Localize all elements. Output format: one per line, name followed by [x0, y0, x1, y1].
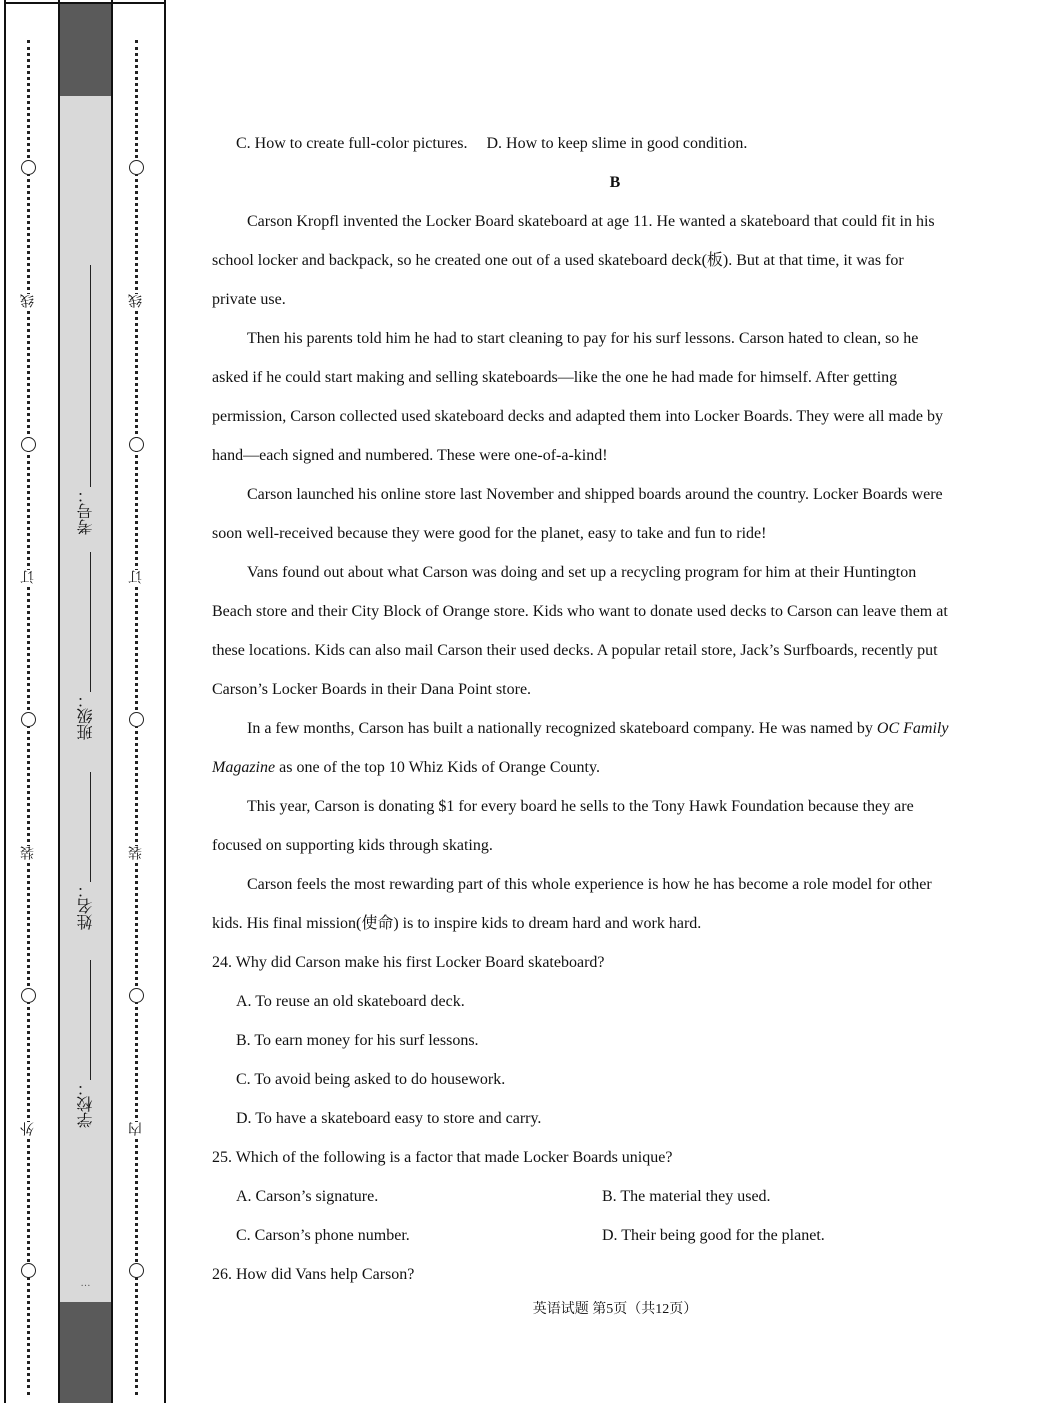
passage-line: Beach store and their City Block of Orange store. Kids who want to donate used decks to Carson can leave them at: [212, 603, 948, 620]
dark-block-bottom: [60, 1302, 111, 1403]
binding-char: 外: [20, 1122, 40, 1136]
passage-line: Then his parents told him he had to start cleaning to pay for his surf lessons. Carson hated to clean, so he: [247, 330, 919, 347]
passage-line: Carson feels the most rewarding part of this whole experience is how he has become a role model for other: [247, 876, 932, 893]
inner-cut-line: [128, 0, 148, 1403]
passage-line: Vans found out about what Carson was doing and set up a recycling program for him at their Huntington: [247, 564, 917, 581]
binding-margin: [0, 0, 170, 1403]
passage-line: Carson’s Locker Boards in their Dana Point store.: [212, 681, 532, 698]
binding-char: 装: [128, 846, 148, 860]
fill-line[interactable]: [90, 265, 91, 487]
option-d[interactable]: D. How to keep slime in good condition.: [486, 135, 748, 152]
field-label: 姓名：: [76, 882, 95, 930]
option-c[interactable]: C. How to create full-color pictures.: [236, 135, 468, 152]
answer-option-c[interactable]: C. To avoid being asked to do housework.: [236, 1071, 506, 1088]
text-span: In a few months, Carson has built a nationally recognized skateboard company. He was named by: [247, 720, 877, 737]
circle-mark: [129, 988, 144, 1003]
binding-char: 线: [20, 294, 40, 308]
magazine-title: OC Family: [876, 720, 949, 737]
circle-mark: [21, 1263, 36, 1278]
answer-option-c[interactable]: C. Carson’s phone number.: [236, 1227, 410, 1244]
passage-line: hand—each signed and numbered. These were one-of-a-kind!: [212, 447, 608, 464]
passage-line: [212, 709, 948, 748]
field-label: 学校：: [76, 1080, 95, 1128]
circle-mark: [129, 712, 144, 727]
passage-line: asked if he could start making and selling skateboards—like the one he had made for himself. After getting: [212, 369, 898, 386]
circle-mark: [129, 160, 144, 175]
answer-option-b[interactable]: B. To earn money for his surf lessons.: [236, 1032, 479, 1049]
passage-line: focused on supporting kids through skating.: [212, 837, 493, 854]
passage-line: private use.: [212, 291, 286, 308]
school-field[interactable]: [60, 960, 111, 1128]
passage-line: school locker and backpack, so he created one out of a used skateboard deck(板). But at that time, it was for: [212, 252, 904, 269]
option-row: [212, 1216, 825, 1255]
option-row: [212, 1177, 771, 1216]
passage-line: permission, Carson collected used skateboard decks and adapted them into Locker Boards. They were all made by: [212, 408, 944, 425]
outer-cut-line: [20, 0, 40, 1403]
exam-number-field[interactable]: [60, 265, 111, 535]
answer-option-a[interactable]: A. To reuse an old skateboard deck.: [236, 993, 465, 1010]
dark-block-top: [60, 4, 111, 96]
passage-line: Carson launched his online store last November and shipped boards around the country. Locker Boards were: [247, 486, 943, 503]
passage-line: Carson Kropfl invented the Locker Board skateboard at age 11. He wanted a skateboard that could fit in his: [247, 213, 935, 230]
section-heading: B: [609, 174, 621, 191]
name-field[interactable]: [60, 772, 111, 930]
answer-option-a[interactable]: A. Carson’s signature.: [236, 1188, 379, 1205]
magazine-title: Magazine: [212, 759, 276, 776]
passage-line: This year, Carson is donating $1 for every board he sells to the Tony Hawk Foundation because they are: [247, 798, 914, 815]
answer-option-d[interactable]: D. Their being good for the planet.: [602, 1227, 825, 1244]
passage-line: kids. His final mission(使命) is to inspire kids to dream hard and work hard.: [212, 915, 702, 932]
binding-char: 订: [128, 570, 148, 584]
circle-mark: [21, 160, 36, 175]
circle-mark: [129, 437, 144, 452]
circle-mark: [21, 988, 36, 1003]
binding-char: 内: [128, 1122, 148, 1136]
question-stem: 25. Which of the following is a factor that made Locker Boards unique?: [212, 1149, 673, 1166]
binding-char: 订: [20, 570, 40, 584]
prev-question-options: [212, 124, 747, 163]
circle-mark: [21, 712, 36, 727]
fill-line[interactable]: [90, 960, 91, 1080]
circle-mark: [21, 437, 36, 452]
question-stem: 26. How did Vans help Carson?: [212, 1266, 415, 1283]
fill-line[interactable]: [90, 772, 91, 882]
field-band-right-edge: [111, 0, 113, 1403]
question-stem: 24. Why did Carson make his first Locker Board skateboard?: [212, 954, 605, 971]
outer-border-left: [4, 0, 6, 1403]
field-label: 班级：: [76, 692, 95, 740]
passage-line: soon well-received because they were good for the planet, easy to take and fun to ride!: [212, 525, 767, 542]
text-span: as one of the top 10 Whiz Kids of Orange County.: [275, 759, 600, 776]
strip-border-right: [164, 0, 166, 1403]
fill-line[interactable]: [90, 552, 91, 692]
page-footer: 英语试题 第5页（共12页）: [532, 1302, 698, 1317]
circle-mark: [129, 1263, 144, 1278]
passage-line: these locations. Kids can also mail Carson their used decks. A popular retail store, Jack’s Surfboards, recently put: [212, 642, 938, 659]
band-mark: …: [80, 1278, 91, 1289]
binding-char: 装: [20, 846, 40, 860]
class-field[interactable]: [60, 552, 111, 740]
field-label: 考号：: [76, 487, 95, 535]
answer-option-b[interactable]: B. The material they used.: [602, 1188, 771, 1205]
binding-char: 线: [128, 294, 148, 308]
passage-line: [212, 748, 600, 787]
answer-option-d[interactable]: D. To have a skateboard easy to store and carry.: [236, 1110, 542, 1127]
